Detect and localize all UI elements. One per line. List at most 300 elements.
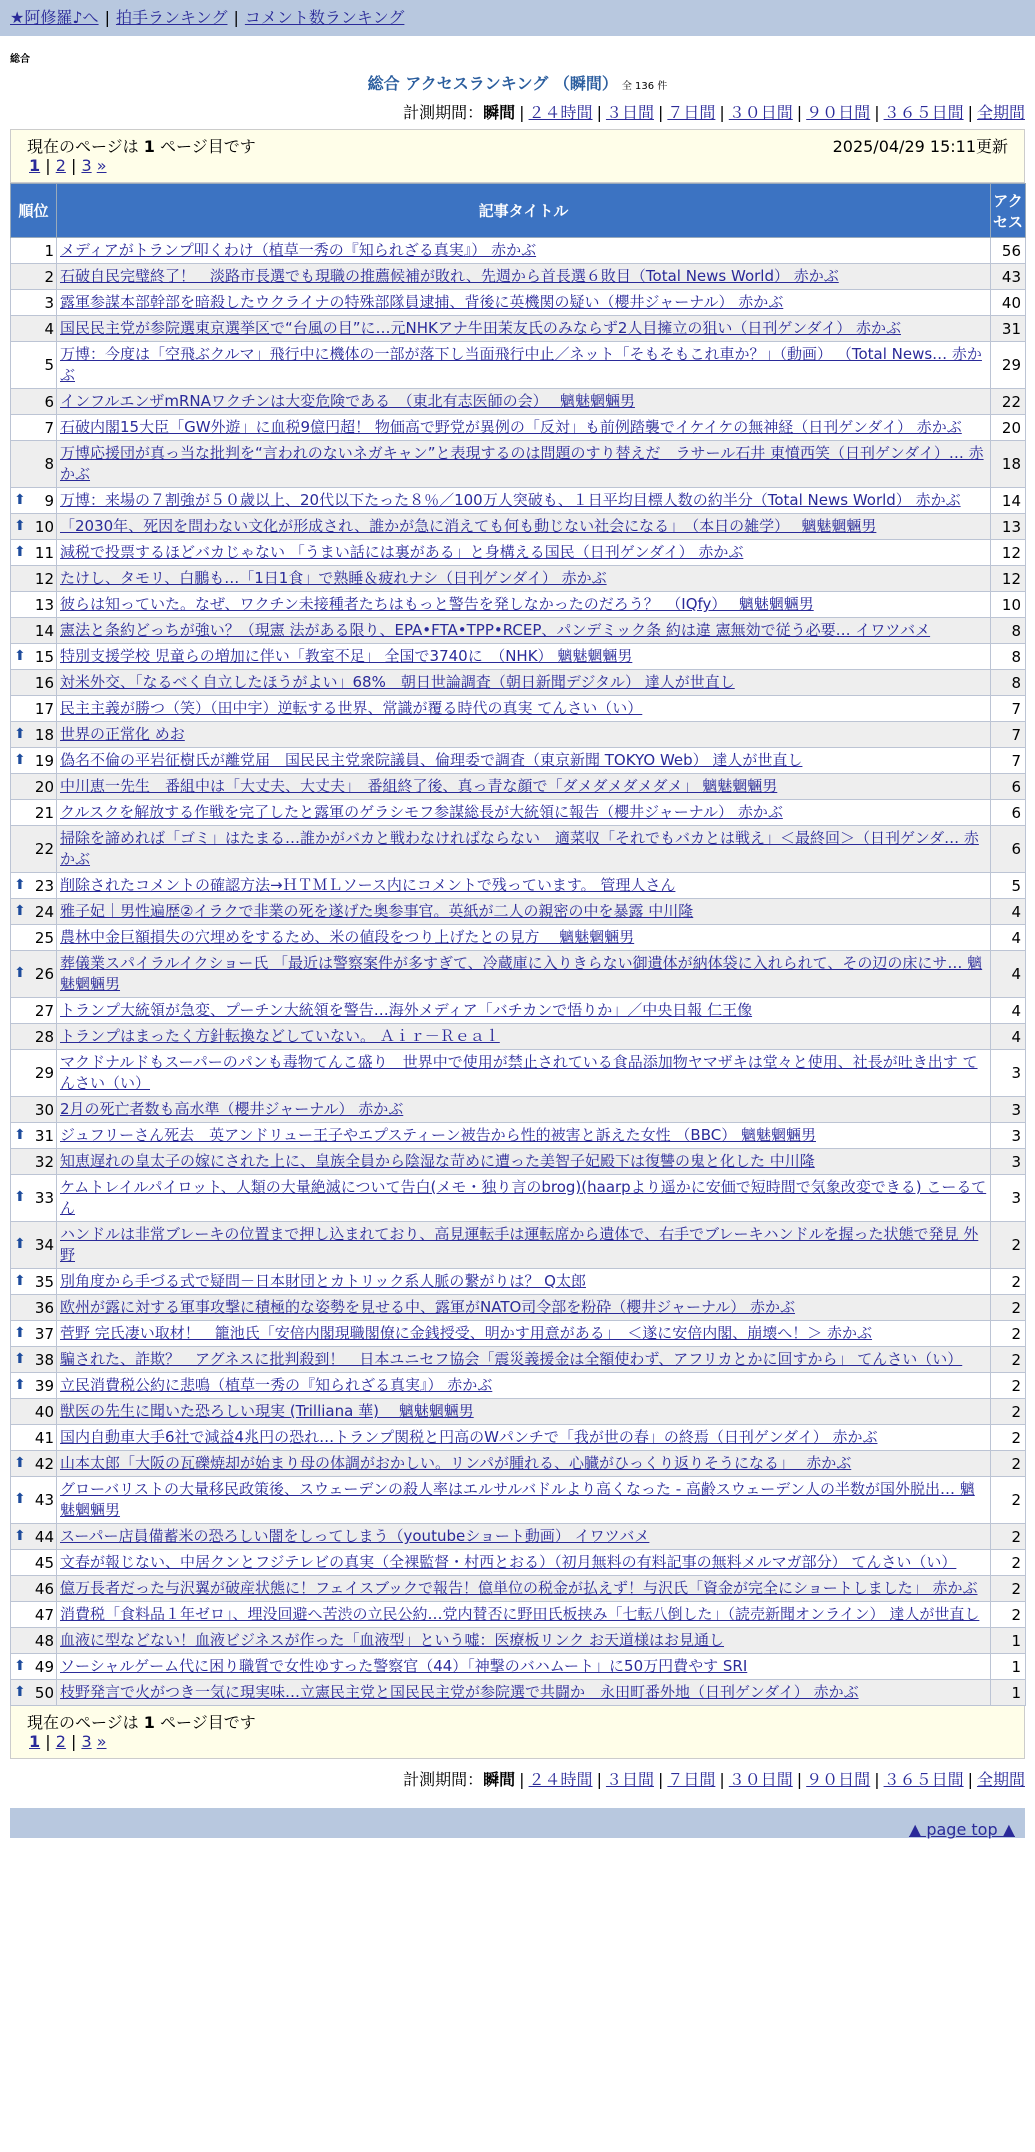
rank-number: 47 (34, 1605, 54, 1624)
table-row (11, 1576, 1026, 1602)
access-count: 7 (991, 748, 1026, 774)
rank-number: 20 (34, 777, 54, 796)
rank-number: 5 (44, 356, 54, 374)
comment-ranking-link[interactable]: コメント数ランキング (244, 8, 405, 27)
table-row (11, 1451, 1026, 1477)
rank-number: 13 (34, 595, 54, 614)
table-row (11, 514, 1026, 540)
article-link[interactable]: 中川恵一先生 番組中は「大丈夫、大丈夫」 番組終了後、真っ青な顔で「ダメダメダメダメ」 魑魅魍魎男 (60, 777, 778, 795)
current-page-text: 現在のページは 1 ページ目です (27, 1713, 256, 1732)
article-link[interactable]: 億万長者だった与沢翼が破産状態に！フェイスブックで報告！億単位の税金が払えず！与沢氏「資金が完全にショートしました」 赤かぶ (60, 1579, 978, 1597)
access-count: 2 (991, 1222, 1026, 1269)
rank-number: 37 (34, 1324, 54, 1343)
top-nav-bar (0, 0, 1035, 36)
article-link[interactable]: 国民民主党が参院選東京選挙区で“台風の目”に…元NHKアナ牛田茉友氏のみならず2人目擁立の狙い（日刊ゲンダイ） 赤かぶ (60, 319, 901, 337)
rank-cell (11, 1295, 57, 1321)
up-arrow-icon: ⬆ (14, 1126, 26, 1143)
rank-cell (11, 1373, 57, 1399)
total-count: 全 136 件 (621, 81, 668, 92)
rank-number: 43 (34, 1491, 54, 1509)
page-link[interactable]: 2 (55, 156, 66, 175)
access-count: 2 (991, 1399, 1026, 1425)
up-arrow-icon: ⬆ (14, 1454, 26, 1471)
rank-cell (11, 1477, 57, 1524)
article-link[interactable]: ソーシャルゲーム代に困り職質で女性ゆすった警察官（44）「神撃のバハムート」に50万円費やす SRI (60, 1657, 748, 1675)
page-info-box-bottom (10, 1706, 1025, 1759)
page-link[interactable]: 1 (29, 156, 41, 175)
access-count: 2 (991, 1477, 1026, 1524)
table-row (11, 618, 1026, 644)
pagination (11, 156, 1024, 182)
access-count: 2 (991, 1347, 1026, 1373)
title-cell (57, 1321, 991, 1347)
rank-number: 32 (34, 1152, 54, 1171)
table-row (11, 1222, 1026, 1269)
article-link[interactable]: 民主主義が勝つ（笑）（田中宇）逆転する世界、常識が覆る時代の真実 てんさい（い） (60, 699, 643, 717)
updated-time: 2025/04/29 15:11更新 (832, 137, 1008, 156)
period-current: 瞬間 (483, 103, 516, 122)
period-link[interactable]: ３日間 (605, 103, 654, 122)
rank-number: 38 (34, 1350, 54, 1369)
category-label: 総合 (10, 54, 30, 65)
period-link[interactable]: ３６５日間 (883, 1770, 964, 1789)
up-arrow-icon: ⬆ (14, 647, 26, 664)
article-link[interactable]: メディアがトランプ叩くわけ（植草一秀の『知られざる真実』） 赤かぶ (60, 241, 537, 259)
table-row (11, 592, 1026, 618)
rank-number: 34 (34, 1236, 54, 1254)
access-count: 2 (991, 1295, 1026, 1321)
article-link[interactable]: 対米外交、「なるべく自立したほうがよい」68% 朝日世論調査（朝日新聞デジタル） 達人が世直し (60, 673, 735, 691)
article-link[interactable]: たけし、タモリ、白鵬も…「1日1食」で熟睡＆疲れナシ（日刊ゲンダイ） 赤かぶ (60, 569, 607, 587)
article-link[interactable]: 彼らは知っていた。なぜ、ワクチン未接種者たちはもっと警告を発しなかったのだろう？ （IQfy） 魑魅魍魎男 (60, 595, 814, 613)
table-row (11, 800, 1026, 826)
article-link[interactable]: トランプはまったく方針転換などしていない。 Ａｉｒ－Ｒｅａｌ (60, 1027, 500, 1045)
article-link[interactable]: スーパー店員備蓄米の恐ろしい闇をしってしまう（youtubeショート動画） イワツバメ (60, 1527, 650, 1545)
access-count: 29 (991, 342, 1026, 389)
rank-number: 4 (44, 319, 54, 338)
article-link[interactable]: 血液に型などない！血液ビジネスが作った「血液型」という嘘：医療板リンク お天道様はお見通し (60, 1631, 725, 1649)
article-link[interactable]: 騙された、詐欺？ アグネスに批判殺到！ 日本ユニセフ協会「震災義援金は全額使わず、アフリカとかに回すから」 てんさい（い） (60, 1350, 963, 1368)
period-link[interactable]: ７日間 (667, 103, 716, 122)
page-separator: | (40, 1732, 56, 1751)
up-arrow-icon: ⬆ (14, 1350, 26, 1367)
table-row (11, 873, 1026, 899)
rank-cell (11, 1024, 57, 1050)
table-row (11, 1680, 1026, 1706)
access-count: 10 (991, 592, 1026, 618)
article-link[interactable]: 別角度から手づる式で疑問－日本財団とカトリック系人脈の繋がりは？ Q太郎 (60, 1272, 586, 1290)
rank-number: 1 (44, 241, 54, 260)
title-cell (57, 1050, 991, 1097)
up-arrow-icon: ⬆ (14, 1324, 26, 1341)
rank-cell (11, 1123, 57, 1149)
title-cell (57, 342, 991, 389)
period-link[interactable]: ７日間 (667, 1770, 716, 1789)
title-cell (57, 1269, 991, 1295)
page-link[interactable]: 3 (81, 1732, 92, 1751)
period-separator: | (519, 1770, 525, 1789)
rank-number: 17 (34, 699, 54, 718)
table-row (11, 826, 1026, 873)
period-link[interactable]: ３０日間 (728, 1770, 793, 1789)
up-arrow-icon: ⬆ (14, 1236, 26, 1252)
period-label: 計測期間： (403, 103, 484, 122)
access-count: 2 (991, 1451, 1026, 1477)
article-link[interactable]: ジュフリーさん死去 英アンドリュー王子やエプスティーン被告から性的被害と訴えた女性 （BBC） 魑魅魍魎男 (60, 1126, 816, 1144)
table-row (11, 1321, 1026, 1347)
title-cell (57, 1602, 991, 1628)
rank-number: 26 (34, 965, 54, 983)
period-separator: | (657, 103, 664, 122)
title-cell (57, 1399, 991, 1425)
page-title: 総合 アクセスランキング （瞬間） (367, 74, 618, 93)
clap-ranking-link[interactable]: 拍手ランキング (115, 8, 228, 27)
rank-cell (11, 1654, 57, 1680)
rank-cell (11, 1050, 57, 1097)
up-arrow-icon: ⬆ (14, 965, 26, 981)
access-count: 6 (991, 774, 1026, 800)
table-row (11, 1347, 1026, 1373)
table-row (11, 1024, 1026, 1050)
table-row (11, 1524, 1026, 1550)
article-link[interactable]: 万博：今度は「空飛ぶクルマ」飛行中に機体の一部が落下し当面飛行中止／ネット「そもそもこれ車か？」（動画） （Total News… 赤かぶ (60, 345, 982, 384)
next-page-link[interactable]: » (96, 156, 107, 175)
table-row (11, 342, 1026, 389)
access-count: 5 (991, 873, 1026, 899)
rank-number: 44 (34, 1527, 54, 1546)
rank-number: 46 (34, 1579, 54, 1598)
rank-cell (11, 644, 57, 670)
rank-cell (11, 316, 57, 342)
rank-cell (11, 1680, 57, 1706)
rank-cell (11, 1399, 57, 1425)
rank-number: 14 (34, 621, 54, 640)
access-count: 6 (991, 800, 1026, 826)
access-count: 3 (991, 1097, 1026, 1123)
access-count: 13 (991, 514, 1026, 540)
access-count: 4 (991, 899, 1026, 925)
article-link[interactable]: 憲法と条約どっちが強い？（現憲 法がある限り、EPA•FTA•TPP•RCEP、パンデミック条 約は違 憲無効で従う必要… イワツバメ (60, 621, 931, 639)
access-count: 2 (991, 1269, 1026, 1295)
rank-number: 50 (34, 1683, 54, 1702)
access-count: 2 (991, 1373, 1026, 1399)
title-cell (57, 696, 991, 722)
article-link[interactable]: インフルエンザmRNAワクチンは大変危険である （東北有志医師の会） 魑魅魍魎男 (60, 392, 635, 410)
article-link[interactable]: 石破自民完璧終了！ 淡路市長選でも現職の推薦候補が敗れ、先週から首長選６敗目（Total News World） 赤かぶ (60, 267, 839, 285)
period-link[interactable]: ２４時間 (528, 103, 593, 122)
article-link[interactable]: 世界の正常化 めお (60, 725, 185, 743)
rank-number: 2 (44, 267, 54, 286)
access-header: アクセス (991, 184, 1026, 238)
up-arrow-icon: ⬆ (14, 751, 26, 768)
article-link[interactable]: 立民消費税公約に悲鳴（植草一秀の『知られざる真実』） 赤かぶ (60, 1376, 493, 1394)
access-count: 4 (991, 925, 1026, 951)
table-row (11, 925, 1026, 951)
period-link[interactable]: 全期間 (976, 1770, 1025, 1789)
access-count: 20 (991, 415, 1026, 441)
period-selector (0, 100, 1035, 123)
rank-number: 31 (34, 1126, 54, 1145)
up-arrow-icon: ⬆ (14, 491, 26, 508)
article-link[interactable]: 万博：来場の７割強が５０歳以上、20代以下たった８％／100万人突破も、１日平均目標人数の約半分（Total News World） 赤かぶ (60, 491, 961, 509)
title-cell (57, 441, 991, 488)
rank-cell (11, 800, 57, 826)
up-arrow-icon: ⬆ (14, 543, 26, 560)
period-separator: | (719, 103, 725, 122)
title-cell (57, 1222, 991, 1269)
table-row (11, 389, 1026, 415)
title-cell (57, 748, 991, 774)
rank-number: 8 (44, 455, 54, 473)
period-link[interactable]: ９０日間 (806, 103, 871, 122)
article-link[interactable]: 「2030年、死因を問わない文化が形成され、誰かが急に消えても何も動じない社会になる」 （本日の雑学） 魑魅魍魎男 (60, 517, 877, 535)
rank-cell (11, 618, 57, 644)
access-count: 8 (991, 618, 1026, 644)
access-count: 22 (991, 389, 1026, 415)
title-cell (57, 1477, 991, 1524)
title-cell (57, 670, 991, 696)
table-row (11, 1425, 1026, 1451)
title-cell (57, 264, 991, 290)
period-link[interactable]: ３日間 (605, 1770, 654, 1789)
rank-cell (11, 566, 57, 592)
page-separator: | (65, 1732, 82, 1751)
rank-number: 18 (34, 725, 54, 744)
title-cell (57, 1654, 991, 1680)
title-cell (57, 290, 991, 316)
title-cell (57, 1576, 991, 1602)
title-cell (57, 925, 991, 951)
article-link[interactable]: トランプ大統領が急変、プーチン大統領を警告…海外メディア「バチカンで悟りか」／中央日報 仁王像 (60, 1001, 753, 1019)
table-row (11, 1295, 1026, 1321)
rank-number: 49 (34, 1657, 54, 1676)
rank-cell (11, 415, 57, 441)
article-link[interactable]: 枝野発言で火がつき一気に現実味…立憲民主党と国民民主党が参院選で共闘か 永田町番外地（日刊ゲンダイ） 赤かぶ (60, 1683, 859, 1701)
title-cell (57, 1347, 991, 1373)
title-cell (57, 488, 991, 514)
access-count: 4 (991, 998, 1026, 1024)
article-link[interactable]: 掃除を諦めれば「ゴミ」はたまる…誰かがバカと戦わなければならない 適菜収「それでもバカとは戦え」＜最終回＞（日刊ゲンダ… 赤かぶ (60, 829, 979, 868)
access-count: 7 (991, 722, 1026, 748)
rank-cell (11, 826, 57, 873)
nav-separator: | (104, 8, 110, 27)
period-separator: | (519, 103, 525, 122)
article-link[interactable]: 減税で投票するほどバカじゃない 「うまい話には裏がある」と身構える国民（日刊ゲンダイ） 赤かぶ (60, 543, 744, 561)
table-row (11, 540, 1026, 566)
rank-cell (11, 1425, 57, 1451)
rank-number: 29 (34, 1064, 54, 1082)
rank-cell (11, 1097, 57, 1123)
title-cell (57, 514, 991, 540)
table-row (11, 951, 1026, 998)
period-separator: | (657, 1770, 664, 1789)
rank-cell (11, 873, 57, 899)
article-link[interactable]: マクドナルドもスーパーのパンも毒物てんこ盛り 世界中で使用が禁止されている食品添加物ヤマザキは堂々と使用、社長が吐き出す てんさい（い） (60, 1053, 978, 1092)
access-count: 3 (991, 1149, 1026, 1175)
period-link[interactable]: ３０日間 (728, 103, 793, 122)
table-row (11, 1050, 1026, 1097)
rank-number: 39 (34, 1376, 54, 1395)
article-link[interactable]: 削除されたコメントの確認方法→ＨＴＭＬソース内にコメントで残っています。 管理人さん (60, 876, 676, 894)
title-cell (57, 592, 991, 618)
up-arrow-icon: ⬆ (14, 1272, 26, 1289)
rank-cell (11, 1321, 57, 1347)
title-cell (57, 1680, 991, 1706)
access-count: 8 (991, 644, 1026, 670)
rank-cell (11, 441, 57, 488)
page-link[interactable]: 2 (55, 1732, 66, 1751)
rank-number: 42 (34, 1454, 54, 1473)
article-link[interactable]: 菅野 完氏凄い取材！ 籠池氏「安倍内閣現職閣僚に金銭授受、明かす用意がある」 ＜遂に安倍内閣、崩壊へ！＞ 赤かぶ (60, 1324, 873, 1342)
rank-cell (11, 1451, 57, 1477)
table-row (11, 899, 1026, 925)
article-link[interactable]: 獣医の先生に聞いた恐ろしい現実 (Trilliana 華) 魑魅魍魎男 (60, 1402, 474, 1420)
rank-cell (11, 748, 57, 774)
article-link[interactable]: 消費税「食料品１年ゼロ」、埋没回避へ苦渋の立民公約…党内賛否に野田氏板挟み「七転八倒した」（読売新聞オンライン） 達人が世直し (60, 1605, 980, 1623)
rank-cell (11, 389, 57, 415)
page-separator: | (40, 156, 56, 175)
access-count: 2 (991, 1550, 1026, 1576)
period-link[interactable]: ９０日間 (806, 1770, 871, 1789)
up-arrow-icon: ⬆ (14, 1189, 26, 1205)
rank-number: 30 (34, 1100, 54, 1119)
access-count: 2 (991, 1524, 1026, 1550)
rank-cell (11, 592, 57, 618)
article-link[interactable]: ケムトレイルパイロット、人類の大量絶滅について告白(メモ・独り言のbrog)(haarpより遥かに安価で短時間で気象改変できる) こーるてん (60, 1178, 987, 1217)
article-link[interactable]: 農林中金巨額損失の穴埋めをするため、米の値段をつり上げたとの見方 魑魅魍魎男 (60, 928, 635, 946)
article-link[interactable]: 葬儀業スパイラルイクショー氏 「最近は警察案件が多すぎて、冷蔵庫に入りきらない御遺体が納体袋に入れられて、その辺の床にサ… 魑魅魍魎男 (60, 954, 983, 993)
up-arrow-icon: ⬆ (14, 1527, 26, 1544)
rank-number: 36 (34, 1298, 54, 1317)
rank-cell (11, 514, 57, 540)
article-link[interactable]: 特別支援学校 児童らの増加に伴い「教室不足」 全国で3740に （NHK） 魑魅魍魎男 (60, 647, 633, 665)
article-link[interactable]: 山本太郎「大阪の瓦礫焼却が始まり母の体調がおかしい。リンパが腫れる、心臓がひっくり返りそうになる」 赤かぶ (60, 1454, 852, 1472)
rank-header: 順位 (11, 184, 57, 238)
access-count: 14 (991, 488, 1026, 514)
table-row (11, 488, 1026, 514)
rank-number: 22 (34, 840, 54, 858)
rank-number: 48 (34, 1631, 54, 1650)
article-link[interactable]: 雅子妃｜男性遍歴②イラクで非業の死を遂げた奥参事官。英紙が二人の親密の中を暴露 中川隆 (60, 902, 694, 920)
article-link[interactable]: ハンドルは非常ブレーキの位置まで押し込まれており、高見運転手は運転席から遺体で、右手でブレーキハンドルを握った状態で発見 外野 (60, 1225, 979, 1264)
rank-cell (11, 722, 57, 748)
page-top-link[interactable]: ▲ page top ▲ (908, 1820, 1015, 1839)
title-cell (57, 1550, 991, 1576)
access-count: 2 (991, 1576, 1026, 1602)
rank-cell (11, 1524, 57, 1550)
nav-separator: | (233, 8, 239, 27)
rank-number: 23 (34, 876, 54, 895)
rank-cell (11, 290, 57, 316)
article-link[interactable]: グローバリストの大量移民政策後、スウェーデンの殺人率はエルサルバドルより高くなった - 高齢スウェーデン人の半数が国外脱出… 魑魅魍魎男 (60, 1480, 975, 1519)
access-count: 56 (991, 238, 1026, 264)
table-row (11, 566, 1026, 592)
period-separator: | (874, 1770, 880, 1789)
rank-cell (11, 899, 57, 925)
article-link[interactable]: 万博応援団が真っ当な批判を“言われのないネガキャン”と表現するのは問題のすり替えだ ラサール石井 東憤西笑（日刊ゲンダイ）… 赤かぶ (60, 444, 984, 483)
access-count: 43 (991, 264, 1026, 290)
table-row (11, 1602, 1026, 1628)
title-cell (57, 644, 991, 670)
rank-number: 11 (34, 543, 54, 562)
title-cell (57, 998, 991, 1024)
article-link[interactable]: 国内自動車大手6社で減益4兆円の恐れ…トランプ関税と円高のWパンチで「我が世の春」の終焉（日刊ゲンダイ） 赤かぶ (60, 1428, 878, 1446)
article-link[interactable]: 欧州が露に対する軍事攻撃に積極的な姿勢を見せる中、露軍がNATO司令部を粉砕（櫻井ジャーナル） 赤かぶ (60, 1298, 796, 1316)
article-link[interactable]: 露軍参謀本部幹部を暗殺したウクライナの特殊部隊員逮捕、背後に英機関の疑い（櫻井ジャーナル） 赤かぶ (60, 293, 784, 311)
rank-number: 33 (34, 1189, 54, 1207)
page-link[interactable]: 3 (81, 156, 92, 175)
page-separator: | (65, 156, 82, 175)
title-cell (57, 951, 991, 998)
rank-cell (11, 540, 57, 566)
access-count: 4 (991, 1024, 1026, 1050)
up-arrow-icon: ⬆ (14, 517, 26, 534)
access-count: 6 (991, 826, 1026, 873)
rank-cell (11, 1222, 57, 1269)
period-separator: | (967, 1770, 973, 1789)
table-row (11, 1628, 1026, 1654)
title-header: 記事タイトル (57, 184, 991, 238)
title-cell (57, 722, 991, 748)
access-count: 18 (991, 441, 1026, 488)
article-link[interactable]: 石破内閣15大臣「GW外遊」に血税9億円超！ 物価高で野党が異例の「反対」も前例踏襲でイケイケの無神経（日刊ゲンダイ） 赤かぶ (60, 418, 962, 436)
access-count: 12 (991, 566, 1026, 592)
page-link[interactable]: 1 (29, 1732, 41, 1751)
table-row (11, 670, 1026, 696)
rank-cell (11, 1576, 57, 1602)
table-row (11, 722, 1026, 748)
rank-cell (11, 1149, 57, 1175)
title-cell (57, 899, 991, 925)
period-link[interactable]: 全期間 (976, 103, 1025, 122)
rank-cell (11, 1628, 57, 1654)
title-cell (57, 415, 991, 441)
rank-cell (11, 1269, 57, 1295)
rank-number: 16 (34, 673, 54, 692)
article-link[interactable]: 偽名不倫の平岩征樹氏が離党届 国民民主党衆院議員、倫理委で調査（東京新聞 TOKYO Web） 達人が世直し (60, 751, 803, 769)
article-link[interactable]: 2月の死亡者数も高水準（櫻井ジャーナル） 赤かぶ (60, 1100, 404, 1118)
up-arrow-icon: ⬆ (14, 1657, 26, 1674)
period-link[interactable]: ３６５日間 (883, 103, 964, 122)
rank-cell (11, 670, 57, 696)
title-cell (57, 774, 991, 800)
title-cell (57, 1024, 991, 1050)
article-link[interactable]: 文春が報じない、中居クンとフジテレビの真実（全裸監督・村西とおる）（初月無料の有料記事の無料メルマガ部分） てんさい（い） (60, 1553, 957, 1571)
rank-cell (11, 696, 57, 722)
up-arrow-icon: ⬆ (14, 1491, 26, 1507)
table-row (11, 1550, 1026, 1576)
home-link[interactable]: ★阿修羅♪へ (10, 8, 99, 27)
up-arrow-icon: ⬆ (14, 725, 26, 742)
title-cell (57, 1373, 991, 1399)
title-cell (57, 1175, 991, 1222)
rank-cell (11, 998, 57, 1024)
table-row (11, 290, 1026, 316)
up-arrow-icon: ⬆ (14, 902, 26, 919)
article-link[interactable]: 知恵遅れの皇太子の嫁にされた上に、皇族全員から陰湿な苛めに遭った美智子妃殿下は復讐の鬼と化した 中川隆 (60, 1152, 815, 1170)
period-separator: | (796, 1770, 803, 1789)
period-link[interactable]: ２４時間 (528, 1770, 593, 1789)
table-row (11, 441, 1026, 488)
table-row (11, 1097, 1026, 1123)
article-link[interactable]: クルスクを解放する作戦を完了したと露軍のゲラシモフ参謀総長が大統領に報告（櫻井ジャーナル） 赤かぶ (60, 803, 783, 821)
title-cell (57, 389, 991, 415)
rank-number: 12 (34, 569, 54, 588)
next-page-link[interactable]: » (96, 1732, 107, 1751)
table-row (11, 1477, 1026, 1524)
page-info-box (10, 129, 1025, 183)
table-row (11, 748, 1026, 774)
